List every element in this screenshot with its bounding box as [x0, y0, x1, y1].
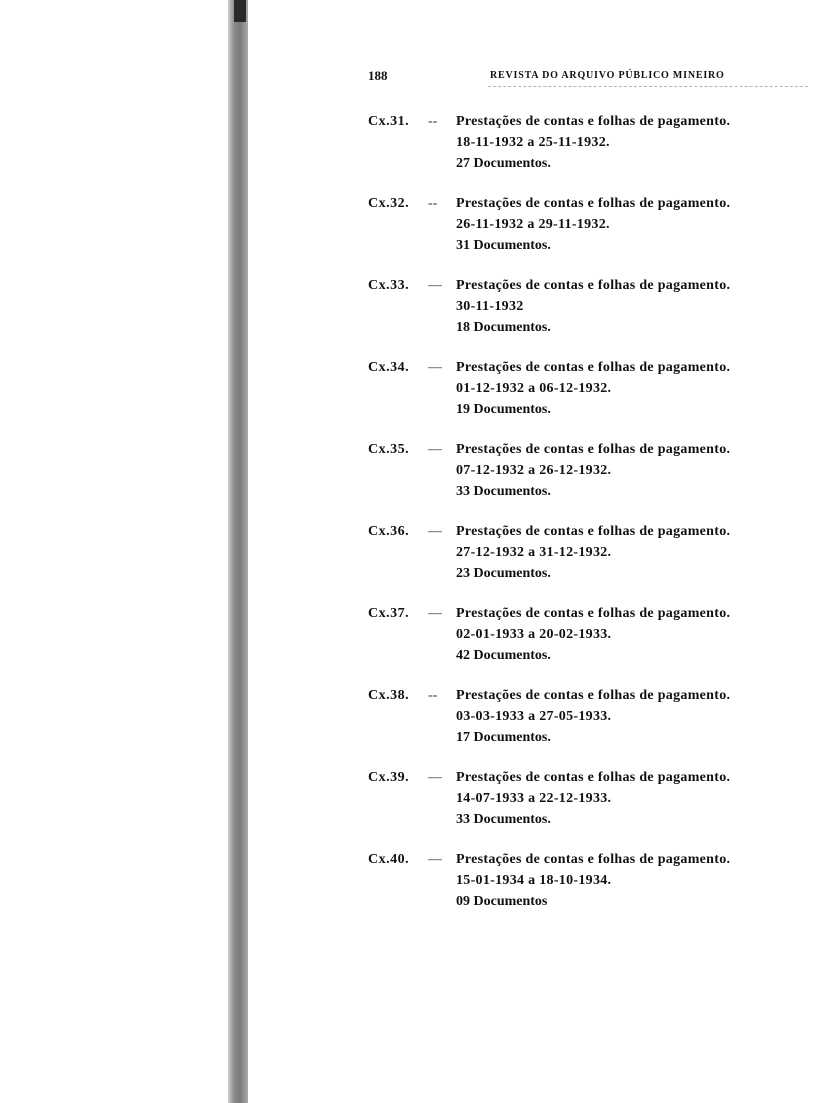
list-item: [368, 113, 828, 195]
box-number: Cx.34.: [368, 360, 410, 375]
entry-description: Prestações de contas e folhas de pagamento.: [456, 442, 731, 457]
entry-document-count: 19 Documentos.: [456, 402, 551, 417]
entry-dates: 02-01-1933 a 20-02-1933.: [456, 627, 612, 642]
box-number: Cx.40.: [368, 852, 410, 867]
list-item: [368, 687, 828, 769]
entry-dates: 03-03-1933 a 27-05-1933.: [456, 709, 612, 724]
entry-list: [368, 113, 828, 933]
box-number: Cx.37.: [368, 606, 410, 621]
entry-dash: —: [428, 524, 442, 539]
entry-document-count: 17 Documentos.: [456, 730, 551, 745]
entry-dash: —: [428, 360, 442, 375]
list-item: [368, 851, 828, 933]
entry-dates: 15-01-1934 a 18-10-1934.: [456, 873, 612, 888]
binding-gutter-mark: [234, 0, 246, 22]
list-item: [368, 769, 828, 851]
box-number: Cx.35.: [368, 442, 410, 457]
entry-dash: —: [428, 770, 442, 785]
binding-gutter: [228, 0, 248, 1103]
entry-description: Prestações de contas e folhas de pagamento.: [456, 196, 731, 211]
header-rule: [488, 86, 808, 87]
entry-document-count: 42 Documentos.: [456, 648, 551, 663]
entry-description: Prestações de contas e folhas de pagamento.: [456, 770, 731, 785]
list-item: [368, 359, 828, 441]
entry-dash: --: [428, 196, 438, 211]
entry-document-count: 23 Documentos.: [456, 566, 551, 581]
entry-description: Prestações de contas e folhas de pagamento.: [456, 360, 731, 375]
entry-dash: —: [428, 442, 442, 457]
entry-description: Prestações de contas e folhas de pagamento.: [456, 524, 731, 539]
entry-description: Prestações de contas e folhas de pagamento.: [456, 606, 731, 621]
list-item: [368, 277, 828, 359]
entry-dash: —: [428, 278, 442, 293]
entry-description: Prestações de contas e folhas de pagamento.: [456, 688, 731, 703]
list-item: [368, 195, 828, 277]
entry-document-count: 31 Documentos.: [456, 238, 551, 253]
box-number: Cx.32.: [368, 196, 410, 211]
entry-dash: —: [428, 852, 442, 867]
entry-dates: 07-12-1932 a 26-12-1932.: [456, 463, 612, 478]
page-header: [368, 68, 808, 88]
entry-dates: 27-12-1932 a 31-12-1932.: [456, 545, 612, 560]
entry-dates: 18-11-1932 a 25-11-1932.: [456, 135, 610, 150]
entry-document-count: 09 Documentos: [456, 894, 548, 909]
entry-description: Prestações de contas e folhas de pagamento.: [456, 114, 731, 129]
box-number: Cx.36.: [368, 524, 410, 539]
entry-dates: 01-12-1932 a 06-12-1932.: [456, 381, 612, 396]
entry-dates: 14-07-1933 a 22-12-1933.: [456, 791, 612, 806]
entry-document-count: 18 Documentos.: [456, 320, 551, 335]
list-item: [368, 605, 828, 687]
list-item: [368, 441, 828, 523]
box-number: Cx.39.: [368, 770, 410, 785]
box-number: Cx.31.: [368, 114, 410, 129]
entry-dash: --: [428, 114, 438, 129]
entry-dash: --: [428, 688, 438, 703]
running-title: REVISTA DO ARQUIVO PÚBLICO MINEIRO: [490, 70, 725, 81]
box-number: Cx.38.: [368, 688, 410, 703]
box-number: Cx.33.: [368, 278, 410, 293]
entry-description: Prestações de contas e folhas de pagamento.: [456, 278, 731, 293]
page-number: 188: [368, 68, 388, 83]
entry-document-count: 27 Documentos.: [456, 156, 551, 171]
list-item: [368, 523, 828, 605]
entry-document-count: 33 Documentos.: [456, 484, 551, 499]
entry-dates: 30-11-1932: [456, 299, 524, 314]
entry-description: Prestações de contas e folhas de pagamento.: [456, 852, 731, 867]
entry-dash: —: [428, 606, 442, 621]
entry-document-count: 33 Documentos.: [456, 812, 551, 827]
entry-dates: 26-11-1932 a 29-11-1932.: [456, 217, 610, 232]
